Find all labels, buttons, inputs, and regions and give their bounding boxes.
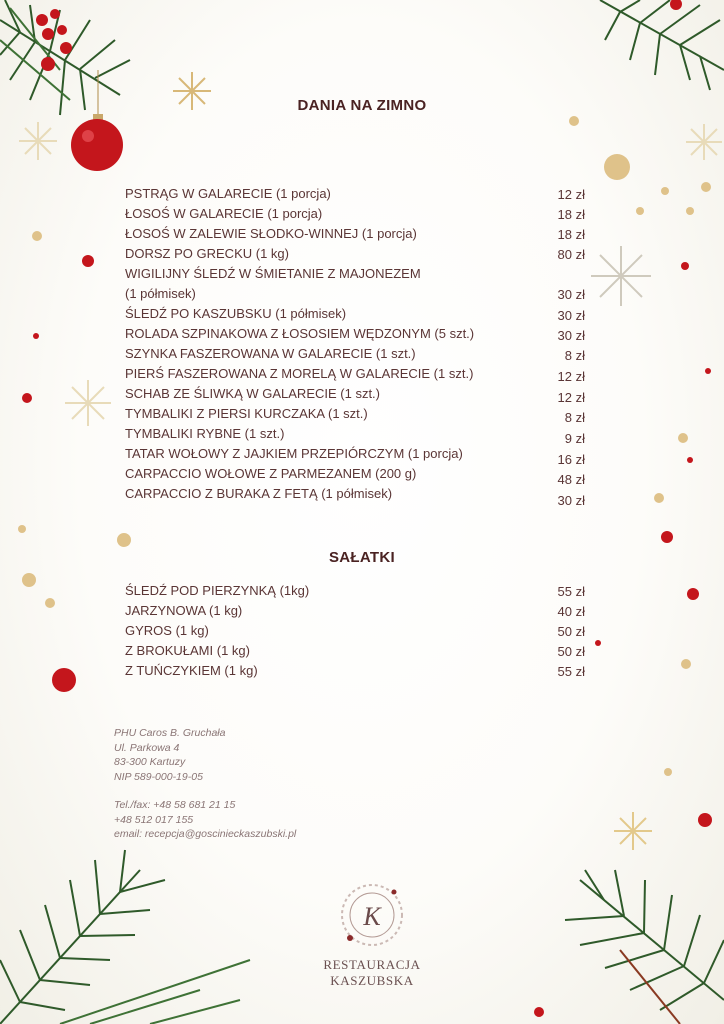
item-name: JARZYNOWA (1 kg) <box>125 603 243 618</box>
street-address: Ul. Parkowa 4 <box>114 741 180 754</box>
menu-item <box>125 661 585 681</box>
pine-branch-icon <box>0 850 250 1024</box>
item-name-line2: (1 półmisek) <box>125 286 196 301</box>
item-price: 30 zł <box>557 287 585 302</box>
item-name-line1: WIGILIJNY ŚLEDŹ W ŚMIETANIE Z MAJONEZEM <box>125 266 421 281</box>
menu-item <box>125 264 585 304</box>
item-price: 18 zł <box>557 227 585 242</box>
menu-item <box>125 204 585 224</box>
berry-icon <box>670 0 682 10</box>
item-name: ROLADA SZPINAKOWA Z ŁOSOSIEM WĘDZONYM (5 szt.) <box>125 326 475 341</box>
item-name: CARPACCIO Z BURAKA Z FETĄ (1 półmisek) <box>125 486 393 501</box>
item-price: 55 zł <box>557 664 585 679</box>
item-name: TYMBALIKI Z PIERSI KURCZAKA (1 szt.) <box>125 406 368 421</box>
section-title-cold: DANIA NA ZIMNO <box>297 97 427 114</box>
item-name: SZYNKA FASZEROWANA W GALARECIE (1 szt.) <box>125 346 416 361</box>
item-price: 40 zł <box>557 604 585 619</box>
item-name: ŚLEDŹ POD PIERZYNKĄ (1kg) <box>125 583 310 598</box>
item-price: 48 zł <box>557 472 585 487</box>
menu-item <box>125 304 585 324</box>
menu-list-salads <box>125 581 585 681</box>
berry-icon <box>534 1007 544 1017</box>
menu-item <box>125 184 585 204</box>
menu-item <box>125 601 585 621</box>
menu-item <box>125 621 585 641</box>
restaurant-logo <box>282 882 462 989</box>
menu-item <box>125 224 585 244</box>
tax-id: NIP 589-000-19-05 <box>114 770 203 783</box>
item-price: 16 zł <box>557 452 585 467</box>
menu-item <box>125 424 585 444</box>
item-price: 8 zł <box>564 410 585 425</box>
menu-item <box>125 484 585 508</box>
item-name: TATAR WOŁOWY Z JAJKIEM PRZEPIÓRCZYM (1 porcja) <box>125 446 463 461</box>
restaurant-name: RESTAURACJA KASZUBSKA <box>323 957 421 988</box>
item-price: 30 zł <box>557 328 585 343</box>
item-price: 9 zł <box>564 431 585 446</box>
item-name: ŁOSOŚ W ZALEWIE SŁODKO-WINNEJ (1 porcja) <box>125 226 417 241</box>
item-price: 55 zł <box>557 584 585 599</box>
item-name: TYMBALIKI RYBNE (1 szt.) <box>125 426 285 441</box>
snowflake-icon <box>591 246 651 306</box>
item-price: 50 zł <box>557 644 585 659</box>
item-name: DORSZ PO GRECKU (1 kg) <box>125 246 289 261</box>
item-name: SCHAB ZE ŚLIWKĄ W GALARECIE (1 szt.) <box>125 386 380 401</box>
item-price: 80 zł <box>557 247 585 262</box>
menu-item <box>125 364 585 384</box>
item-price: 30 zł <box>557 493 585 508</box>
item-name: Z TUŃCZYKIEM (1 kg) <box>125 663 258 678</box>
menu-item <box>125 641 585 661</box>
item-name: Z BROKUŁAMI (1 kg) <box>125 643 250 658</box>
item-price: 18 zł <box>557 207 585 222</box>
menu-item <box>125 244 585 264</box>
menu-item <box>125 464 585 487</box>
item-price: 12 zł <box>557 369 585 384</box>
contact-info <box>114 726 296 842</box>
menu-list-cold <box>125 184 585 508</box>
logo-letter: K <box>363 902 381 931</box>
email-address: email: recepcja@goscinieckaszubski.pl <box>114 828 297 840</box>
item-price: 50 zł <box>557 624 585 639</box>
item-name <box>125 264 525 304</box>
item-price: 12 zł <box>557 390 585 405</box>
menu-item <box>125 384 585 404</box>
phone-fax: Tel./fax: +48 58 681 21 15 <box>114 799 236 811</box>
item-name: GYROS (1 kg) <box>125 623 209 638</box>
berry-cluster-icon <box>36 9 72 71</box>
item-name: PIERŚ FASZEROWANA Z MORELĄ W GALARECIE (1 szt.) <box>125 366 474 381</box>
phone-mobile: +48 512 017 155 <box>114 813 194 826</box>
item-price: 30 zł <box>557 308 585 323</box>
company-name: PHU Caros B. Gruchała <box>114 727 226 739</box>
item-price: 12 zł <box>557 187 585 202</box>
menu-item <box>125 581 585 601</box>
bauble-icon <box>71 70 123 171</box>
menu-item <box>125 444 585 467</box>
menu-item <box>125 324 585 344</box>
item-price: 8 zł <box>564 348 585 363</box>
menu-item <box>125 344 585 364</box>
item-name: CARPACCIO WOŁOWE Z PARMEZANEM (200 g) <box>125 466 417 481</box>
pine-branch-icon <box>600 0 724 90</box>
pine-branch-icon <box>565 870 724 1024</box>
item-name: ŚLEDŹ PO KASZUBSKU (1 półmisek) <box>125 306 347 321</box>
section-title-salads: SAŁATKI <box>329 549 395 566</box>
menu-item <box>125 404 585 424</box>
star-icon <box>614 812 652 850</box>
logo-emblem-icon <box>332 882 412 948</box>
item-name: ŁOSOŚ W GALARECIE (1 porcja) <box>125 206 323 221</box>
item-name: PSTRĄG W GALARECIE (1 porcja) <box>125 186 331 201</box>
city-address: 83-300 Kartuzy <box>114 756 186 768</box>
